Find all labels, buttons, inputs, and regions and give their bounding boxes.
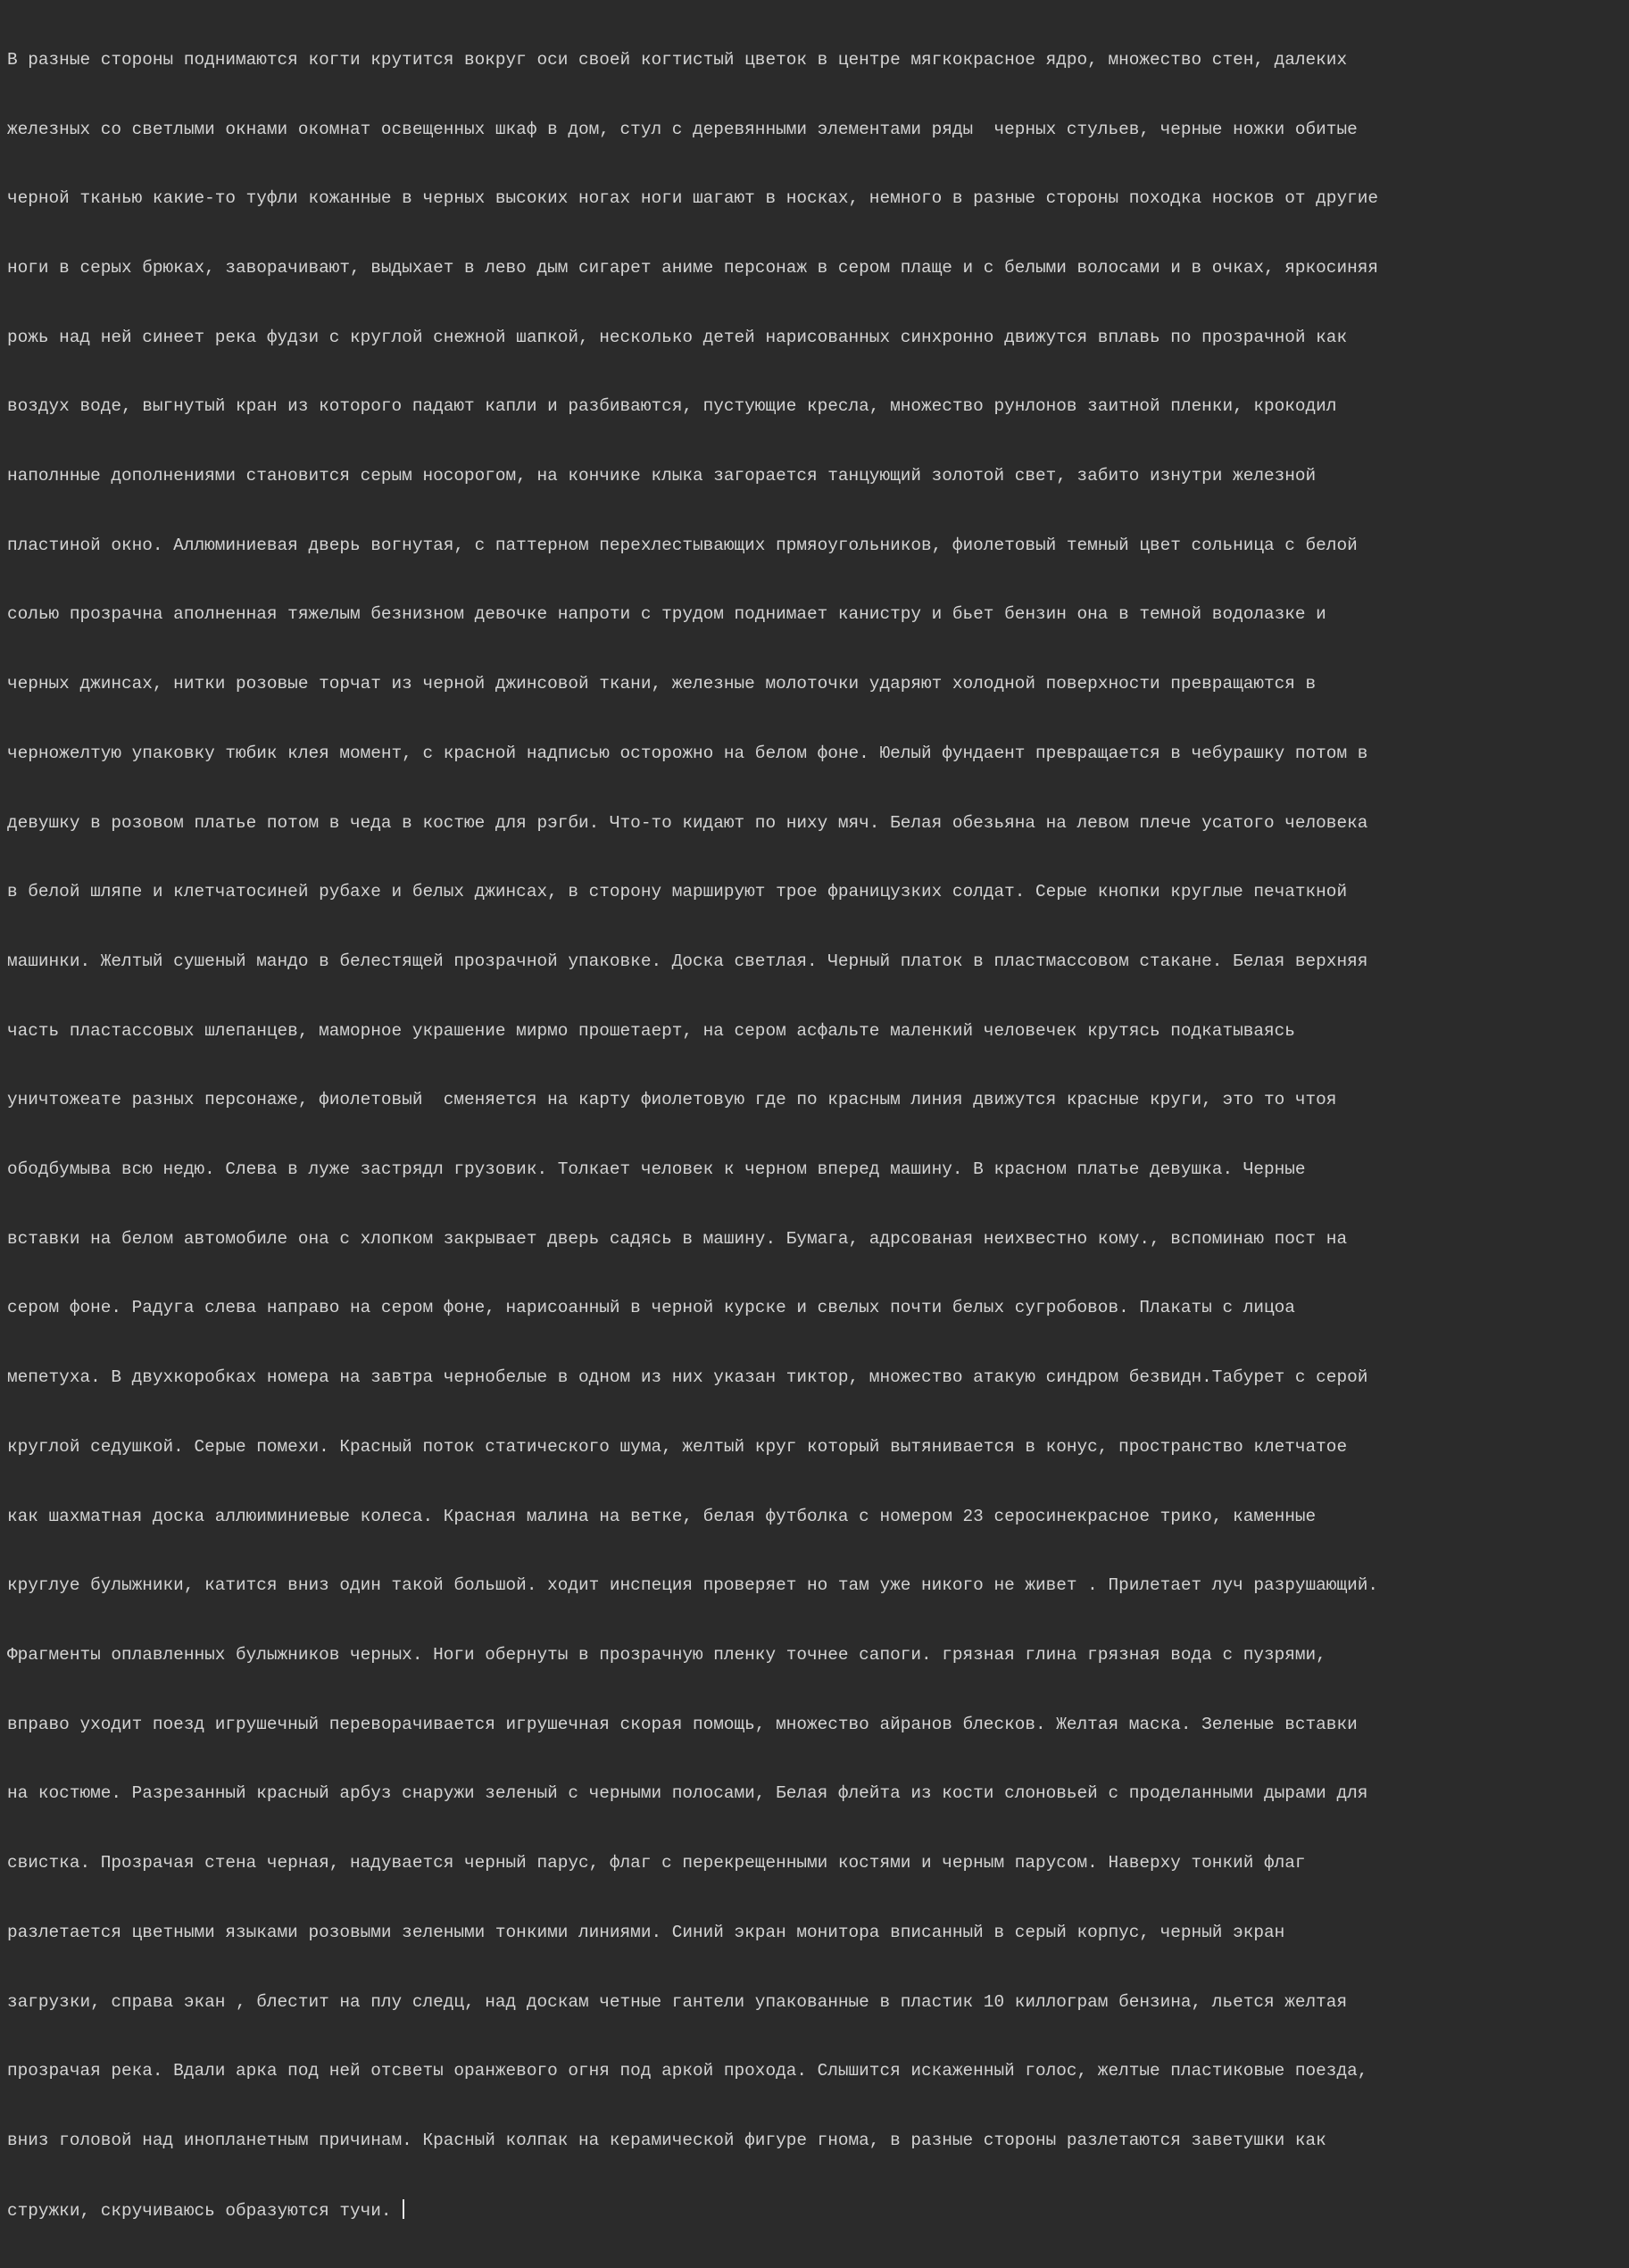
text-line: наполнные дополнениями становится серым носорогом, на кончике клыка загорается танцующий золотой свет, забито изнутри железной [7, 466, 1317, 486]
text-line: вниз головой над инопланетным причинам. Красный колпак на керамической фигуре гнома, в разные стороны разлетаются заветушки как [7, 2130, 1326, 2150]
text-line: вправо уходит поезд игрушечный переворачивается игрушечная скорая помощь, множество айранов блесков. Желтая маска. Зеленые вставки [7, 1714, 1358, 1734]
text-line: круглуе булыжники, катится вниз один такой большой. ходит инспеция проверяет но там уже никого не живет . Прилетает луч разрушающий. [7, 1575, 1378, 1596]
text-line-last [7, 2199, 1625, 2222]
text-line: разлетается цветными языками розовыми зелеными тонкими линиями. Синий экран монитора вписанный в серый корпус, черный экран [7, 1922, 1285, 1942]
text-line: загрузки, справа экан , блестит на плу следц, над доскам четные гантели упакованные в пластик 10 киллограм бензина, льется желтая [7, 1991, 1348, 2012]
text-line: машинки. Желтый сушеный мандо в белестящей прозрачной упаковке. Доска светлая. Черный платок в пластмассовом стакане. Белая верхняя [7, 951, 1368, 971]
text-line: круглой седушкой. Серые помехи. Красный поток статического шума, желтый круг который вытянивается в конус, пространство клетчатое [7, 1436, 1348, 1457]
text-line: пластиной окно. Аллюминиевая дверь вогнутая, с паттерном перехлестывающих прмяоугольников, фиолетовый темный цвет сольница с белой [7, 535, 1358, 555]
text-line: сером фоне. Радуга слева направо на сером фоне, нарисоанный в черной курске и свелых почти белых сугробовов. Плакаты с лицоа [7, 1298, 1295, 1318]
text-cursor [403, 2199, 404, 2219]
text-line: часть пластассовых шлепанцев, маморное украшение мирмо прошетаерт, на сером асфальте маленкий человечек крутясь подкатываясь [7, 1020, 1295, 1041]
text-content[interactable] [7, 3, 1625, 2268]
text-line: вставки на белом автомобиле она с хлопком закрывает дверь садясь в машину. Бумага, адрсованая неихвестно кому., вспоминаю пост на [7, 1228, 1348, 1249]
text-line: черножелтую упаковку тюбик клея момент, с красной надписью осторожно на белом фоне. Юелый фундаент превращается в чебурашку потом в [7, 743, 1368, 763]
text-line: ноги в серых брюках, заворачивают, выдыхает в лево дым сигарет аниме персонаж в сером плаще и с белыми волосами и в очках, яркосиняя [7, 257, 1378, 278]
text-line: черной тканью какие-то туфли кожанные в черных высоких ногах ноги шагают в носках, немного в разные стороны походка носков от другие [7, 188, 1378, 209]
text-line: Фрагменты оплавленных булыжников черных. Ноги обернуты в прозрачную пленку точнее сапоги. грязная глина грязная вода с пузрями, [7, 1644, 1326, 1665]
text-line: В разные стороны поднимаются когти крутится вокруг оси своей когтистый цветок в центре мягкокрасное ядро, множество стен, далеких [7, 49, 1348, 70]
text-line: рожь над ней синеет река фудзи с круглой снежной шапкой, несколько детей нарисованных синхронно движутся вплавь по прозрачной как [7, 327, 1348, 347]
text-line: свистка. Прозрачая стена черная, надувается черный парус, флаг с перекрещенными костями и черным парусом. Наверху тонкий флаг [7, 1853, 1306, 1873]
text-line: ободбумыва всю недю. Слева в луже застрядл грузовик. Толкает человек к черном вперед машину. В красном платье девушка. Черные [7, 1159, 1306, 1180]
text-line: железных со светлыми окнами окомнат освещенных шкаф в дом, стул с деревянными элементами ряды черных стульев, черные ножки обитые [7, 119, 1358, 139]
text-line: стружки, скручиваюсь образуются тучи. [7, 2200, 403, 2221]
text-line: черных джинсах, нитки розовые торчат из черной джинсовой ткани, железные молоточки ударяют холодной поверхности превращаются в [7, 674, 1317, 694]
text-line: уничтожеате разных персонаже, фиолетовый сменяется на карту фиолетовую где по красным линия движутся красные круги, это то чтоя [7, 1090, 1337, 1110]
text-line: солью прозрачна аполненная тяжелым безнизном девочке напроти с трудом поднимает канистру и бьет бензин она в темной водолазке и [7, 604, 1326, 625]
text-line: в белой шляпе и клетчатосиней рубахе и белых джинсах, в сторону маршируют трое франицузких солдат. Серые кнопки круглые печаткной [7, 882, 1348, 902]
text-line: прозрачая река. Вдали арка под ней отсветы оранжевого огня под аркой прохода. Слышится искаженный голос, желтые пластиковые поезда, [7, 2061, 1368, 2081]
text-line: как шахматная доска аллюиминиевые колеса. Красная малина на ветке, белая футболка с номером 23 серосинекрасное трико, каменные [7, 1506, 1317, 1526]
text-line: девушку в розовом платье потом в чеда в костюе для рэгби. Что-то кидают по ниху мяч. Белая обезьяна на левом плече усатого человека [7, 812, 1368, 833]
text-line: мепетуха. В двухкоробках номера на завтра чернобелые в одном из них указан тиктор, множество атакую синдром безвидн.Табурет с серой [7, 1367, 1368, 1388]
text-line: на костюме. Разрезанный красный арбуз снаружи зеленый с черными полосами, Белая флейта из кости слоновьей с проделанными дырами для [7, 1783, 1368, 1804]
text-line: воздух воде, выгнутый кран из которого падают капли и разбиваются, пустующие кресла, множество рунлонов заитной пленки, крокодил [7, 396, 1337, 417]
